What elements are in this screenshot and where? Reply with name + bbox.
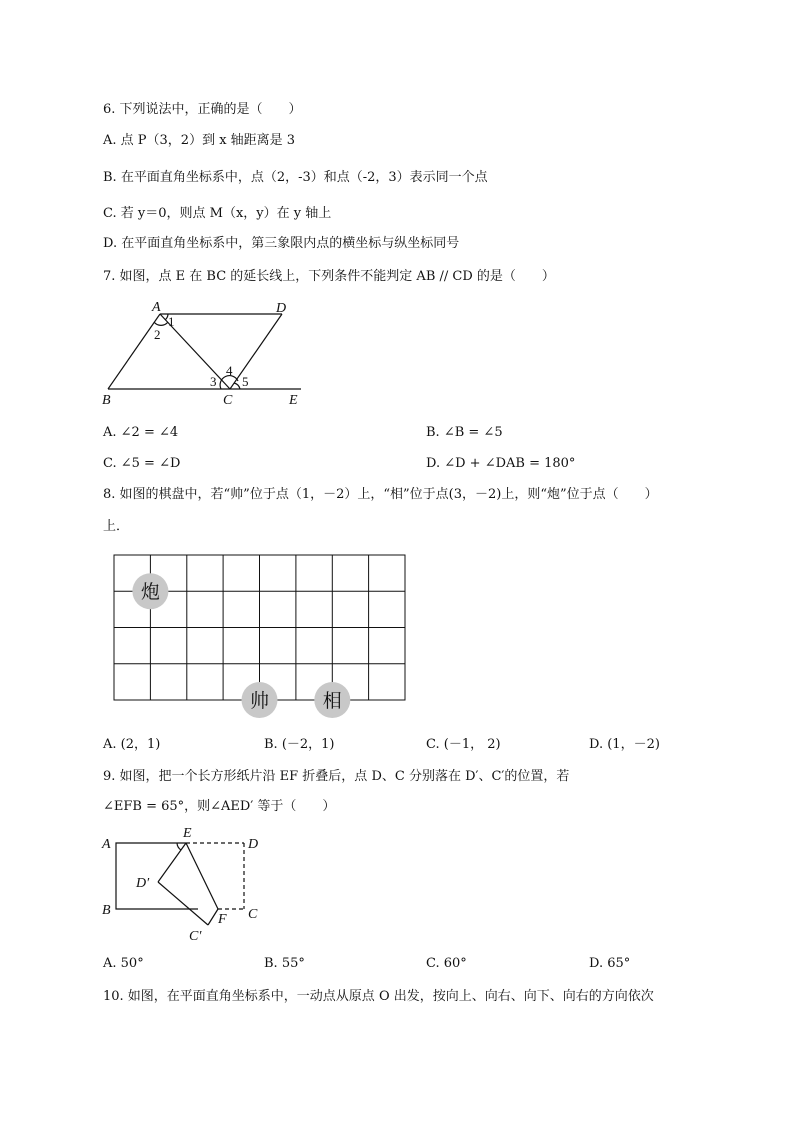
svg-text:炮: 炮 bbox=[140, 582, 160, 603]
angle-aed-arc bbox=[177, 843, 181, 850]
q9-option-c: C. 60° bbox=[426, 956, 467, 971]
label-a: A bbox=[152, 300, 161, 315]
rect-left-part bbox=[116, 843, 198, 909]
q6-option-b: B. 在平面直角坐标系中，点（2，-3）和点（-2，3）表示同一个点 bbox=[103, 170, 488, 185]
label-f: F bbox=[218, 912, 227, 927]
q8-option-b: B. (－2，1) bbox=[264, 737, 335, 752]
q9-figure bbox=[98, 824, 278, 944]
angle-2-arc bbox=[154, 322, 168, 325]
piece-shuai bbox=[242, 682, 278, 718]
label-e: E bbox=[183, 826, 192, 841]
angle-5-arc bbox=[234, 383, 240, 389]
label-b: B bbox=[102, 903, 111, 918]
q8-stem-line2: 上． bbox=[103, 519, 130, 534]
segment-ed-prime bbox=[158, 843, 186, 882]
q7-option-a: A. ∠2 = ∠4 bbox=[103, 425, 179, 440]
q6-option-a: A. 点 P（3，2）到 x 轴距离是 3 bbox=[103, 133, 296, 148]
segment-c-prime-f bbox=[208, 909, 218, 925]
segment-cd bbox=[230, 314, 282, 389]
svg-text:相: 相 bbox=[322, 691, 342, 712]
q7-option-c: C. ∠5 = ∠D bbox=[103, 456, 181, 471]
label-e: E bbox=[289, 393, 298, 408]
label-c: C bbox=[248, 907, 258, 922]
label-c: C bbox=[223, 393, 233, 408]
q6-option-d: D. 在平面直角坐标系中，第三象限内点的横坐标与纵坐标同号 bbox=[103, 236, 460, 251]
q7-stem: 7. 如图，点 E 在 BC 的延长线上，下列条件不能判定 AB // CD 的是（ ） bbox=[103, 269, 555, 284]
q7-option-d: D. ∠D + ∠DAB = 180° bbox=[426, 456, 576, 471]
q7-option-b: B. ∠B = ∠5 bbox=[426, 425, 503, 440]
q8-stem-line1: 8. 如图的棋盘中，若“帅”位于点（1，－2）上，“相”位于点(3，－2)上，则“炮”位于点（ ） bbox=[103, 487, 658, 502]
q9-stem-line1: 9. 如图，把一个长方形纸片沿 EF 折叠后，点 D、C 分别落在 D′、C′的位置，若 bbox=[103, 769, 570, 784]
label-d: D bbox=[248, 837, 259, 852]
label-2: 2 bbox=[154, 327, 161, 342]
q9-option-b: B. 55° bbox=[264, 956, 305, 971]
label-d-prime: D′ bbox=[136, 876, 150, 891]
q8-option-a: A. (2，1) bbox=[103, 737, 161, 752]
label-4: 4 bbox=[226, 363, 233, 378]
piece-xiang bbox=[314, 682, 350, 718]
label-1: 1 bbox=[168, 314, 175, 329]
fold-line-ef bbox=[186, 843, 218, 909]
q9-option-a: A. 50° bbox=[103, 956, 144, 971]
label-c-prime: C′ bbox=[189, 929, 202, 944]
q6-stem: 6. 下列说法中，正确的是（ ） bbox=[103, 102, 302, 117]
q10-stem: 10. 如图，在平面直角坐标系中，一动点从原点 O 出发，按向上、向右、向下、向右的方向依次 bbox=[103, 989, 654, 1004]
q6-option-c: C. 若 y＝0，则点 M（x，y）在 y 轴上 bbox=[103, 206, 332, 221]
svg-text:帅: 帅 bbox=[249, 691, 270, 712]
piece-pao bbox=[132, 573, 168, 609]
segment-d-prime-c-prime bbox=[158, 882, 208, 925]
q8-option-c: C. (－1， 2) bbox=[426, 737, 501, 752]
chessboard-figure bbox=[110, 550, 410, 720]
label-a: A bbox=[102, 837, 111, 852]
label-b: B bbox=[102, 393, 111, 408]
label-5: 5 bbox=[242, 374, 249, 389]
q9-stem-line2: ∠EFB = 65°，则∠AED′ 等于（ ） bbox=[103, 799, 336, 814]
label-d: D bbox=[276, 301, 287, 316]
segment-ab bbox=[108, 314, 160, 389]
label-3: 3 bbox=[210, 374, 217, 389]
q8-option-d: D. (1，－2) bbox=[589, 737, 660, 752]
q7-figure bbox=[98, 298, 318, 408]
q9-option-d: D. 65° bbox=[589, 956, 631, 971]
